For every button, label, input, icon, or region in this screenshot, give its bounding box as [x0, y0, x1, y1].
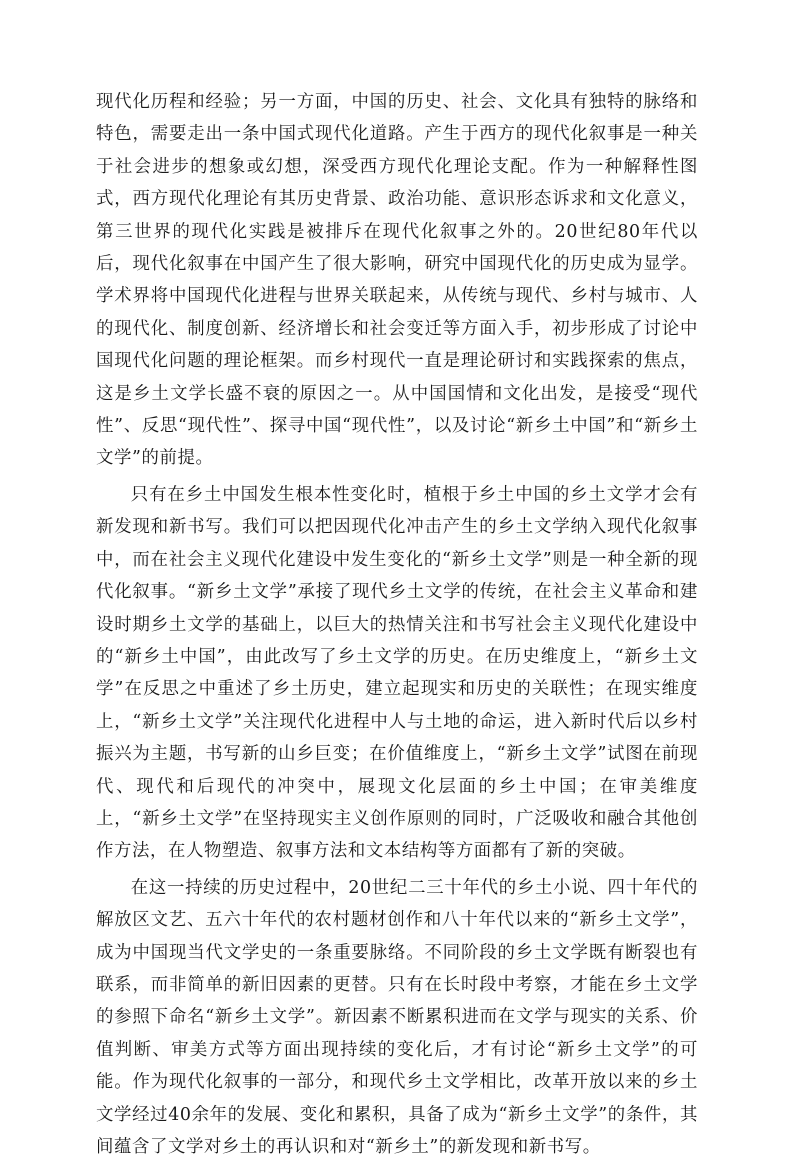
document-page	[96, 86, 698, 1163]
body-paragraph-1: 现代化历程和经验；另一方面，中国的历史、社会、文化具有独特的脉络和特色，需要走出一条中国式现代化道路。产生于西方的现代化叙事是一种关于社会进步的想象或幻想，深受西方现代化理论支配。作为一种解释性图式，西方现代化理论有其历史背景、政治功能、意识形态诉求和文化意义，第三世界的现代化实践是被排斥在现代化叙事之外的。20世纪80年代以后，现代化叙事在中国产生了很大影响，研究中国现代化的历史成为显学。学术界将中国现代化进程与世界关联起来，从传统与现代、乡村与城市、人的现代化、制度创新、经济增长和社会变迁等方面入手，初步形成了讨论中国现代化问题的理论框架。而乡村现代一直是理论研讨和实践探索的焦点，这是乡土文学长盛不衰的原因之一。从中国国情和文化出发，是接受“现代性”、反思“现代性”、探寻中国“现代性”，以及讨论“新乡土中国”和“新乡土文学”的前提。	[96, 92, 698, 469]
body-paragraph-2: 只有在乡土中国发生根本性变化时，植根于乡土中国的乡土文学才会有新发现和新书写。我们可以把因现代化冲击产生的乡土文学纳入现代化叙事中，而在社会主义现代化建设中发生变化的“新乡土文学”则是一种全新的现代化叙事。“新乡土文学”承接了现代乡土文学的传统，在社会主义革命和建设时期乡土文学的基础上，以巨大的热情关注和书写社会主义现代化建设中的“新乡土中国”，由此改写了乡土文学的历史。在历史维度上，“新乡土文学”在反思之中重述了乡土历史，建立起现实和历史的关联性；在现实维度上，“新乡土文学”关注现代化进程中人与土地的命运，进入新时代后以乡村振兴为主题，书写新的山乡巨变；在价值维度上，“新乡土文学”试图在前现代、现代和后现代的冲突中，展现文化层面的乡土中国；在审美维度上，“新乡土文学”在坚持现实主义创作原则的同时，广泛吸收和融合其他创作方法，在人物塑造、叙事方法和文本结构等方面都有了新的突破。	[96, 484, 698, 862]
body-paragraph-3: 在这一持续的历史过程中，20世纪二三十年代的乡土小说、四十年代的解放区文艺、五六十年代的农村题材创作和八十年代以来的“新乡土文学”，成为中国现当代文学史的一条重要脉络。不同阶段的乡土文学既有断裂也有联系，而非简单的新旧因素的更替。只有在长时段中考察，才能在乡土文学的参照下命名“新乡土文学”。新因素不断累积进而在文学与现实的关系、价值判断、审美方式等方面出现持续的变化后，才有讨论“新乡土文学”的可能。作为现代化叙事的一部分，和现代乡土文学相比，改革开放以来的乡土文学经过40余年的发展、变化和累积，具备了成为“新乡土文学”的条件，其间蕴含了文学对乡土的再认识和对“新乡土”的新发现和新书写。	[96, 877, 698, 1157]
